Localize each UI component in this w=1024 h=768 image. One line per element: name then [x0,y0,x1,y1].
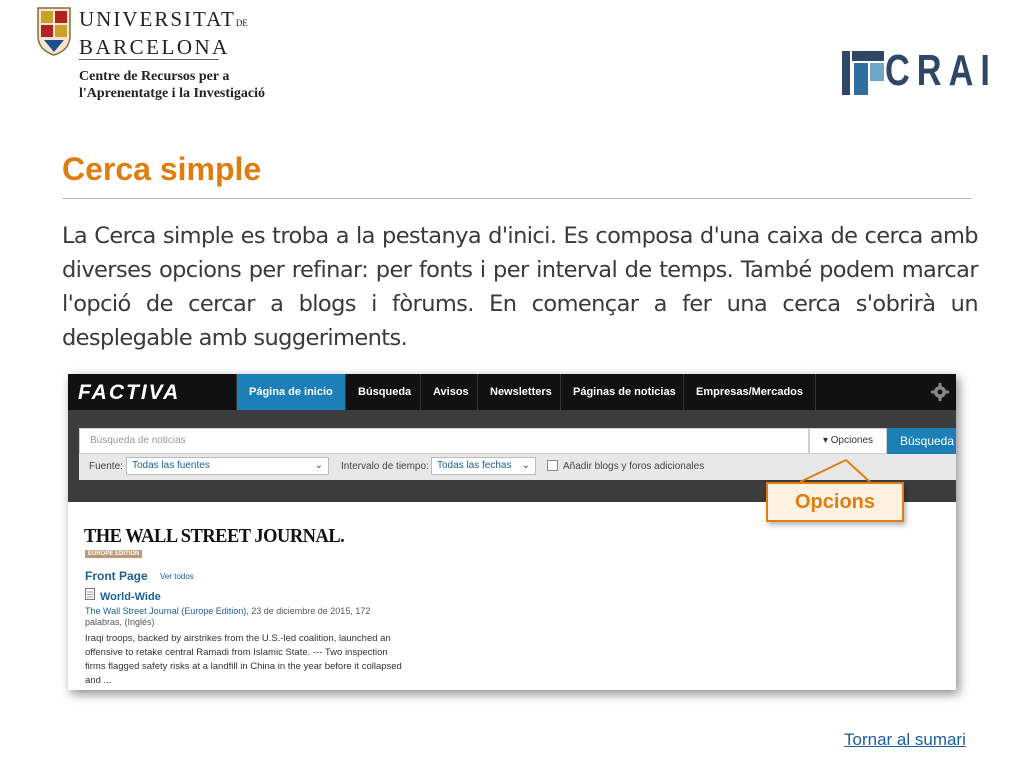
search-filters [79,454,956,480]
university-shield-icon [36,6,72,56]
ver-todos-link[interactable]: Ver todos [160,572,194,581]
tab-avisos[interactable]: Avisos [420,374,481,410]
centre-line2: l'Aprenentatge i la Investigació [79,86,266,101]
factiva-navbar [68,374,956,410]
factiva-logo: FACTIVA [78,381,181,404]
article-headline[interactable]: World-Wide [100,591,161,603]
source-label: Fuente: [89,461,123,472]
crai-logo-icon [842,49,886,97]
article-meta [85,606,385,628]
gear-icon[interactable] [930,382,950,402]
tab-pagina-de-inicio[interactable]: Página de inicio [236,374,345,410]
blogs-label: Añadir blogs y foros adicionales [563,461,705,472]
interval-label: Intervalo de tiempo: [341,461,429,472]
interval-select-value: Todas las fechas [437,460,512,471]
slide-body-text: La Cerca simple es troba a la pestanya d'inici. Es composa d'una caixa de cerca amb diverses opcions per refinar: per fonts i per interval de temps. També podem marcar l'opció de cercar a blogs i fòrums. En començar a fer una cerca s'obrirà un desplegable amb suggeriments. [62,223,978,351]
wsj-edition-badge: EUROPE EDITION [85,550,142,558]
slide-title: Cerca simple [62,151,262,187]
document-icon [85,588,95,600]
source-select[interactable] [126,457,329,475]
article-source[interactable]: The Wall Street Journal (Europe Edition) [85,606,247,616]
factiva-screenshot [68,374,956,690]
tab-empresas-mercados[interactable]: Empresas/Mercados [683,374,816,410]
article-snippet: Iraqi troops, backed by airstrikes from the U.S.-led coalition, launched an offensive to retake central Ramadi from Islamic State. --- Two inspection firms flagged safety risks at a landfill in China in the year before it collapsed and ... [85,633,402,686]
university-line2: BARCELONA [79,35,230,59]
title-divider [62,198,972,199]
blogs-checkbox[interactable] [547,460,558,471]
options-dropdown[interactable]: ▾ Opciones [809,428,887,454]
search-input[interactable]: Búsqueda de noticias [79,428,809,454]
crai-logo-text: CRAI [885,46,997,95]
chevron-down-icon: ⌄ [521,460,530,471]
chevron-down-icon: ⌄ [314,460,323,471]
options-callout: Opcions [766,482,904,522]
search-button[interactable]: Búsqueda [887,428,956,454]
article-meta-details: , 23 de diciembre de 2015, 172 palabras, (Inglés) [85,606,371,627]
tab-busqueda[interactable]: Búsqueda [345,374,423,410]
centre-line1: Centre de Recursos per a [79,69,230,84]
centre-name [79,68,265,102]
wsj-masthead: THE WALL STREET JOURNAL. [84,525,345,547]
interval-select[interactable] [431,457,536,475]
tab-newsletters[interactable]: Newsletters [477,374,564,410]
university-line1-suffix: DE [235,18,248,28]
tab-paginas-de-noticias[interactable]: Páginas de noticias [560,374,688,410]
university-line1: UNIVERSITAT [79,7,236,31]
slide-header [0,0,1024,135]
header-divider [79,59,219,60]
university-name [79,7,248,59]
back-to-summary-link[interactable]: Tornar al sumari [844,730,966,749]
front-page-link[interactable]: Front Page [85,569,148,583]
source-select-value: Todas las fuentes [132,460,210,471]
